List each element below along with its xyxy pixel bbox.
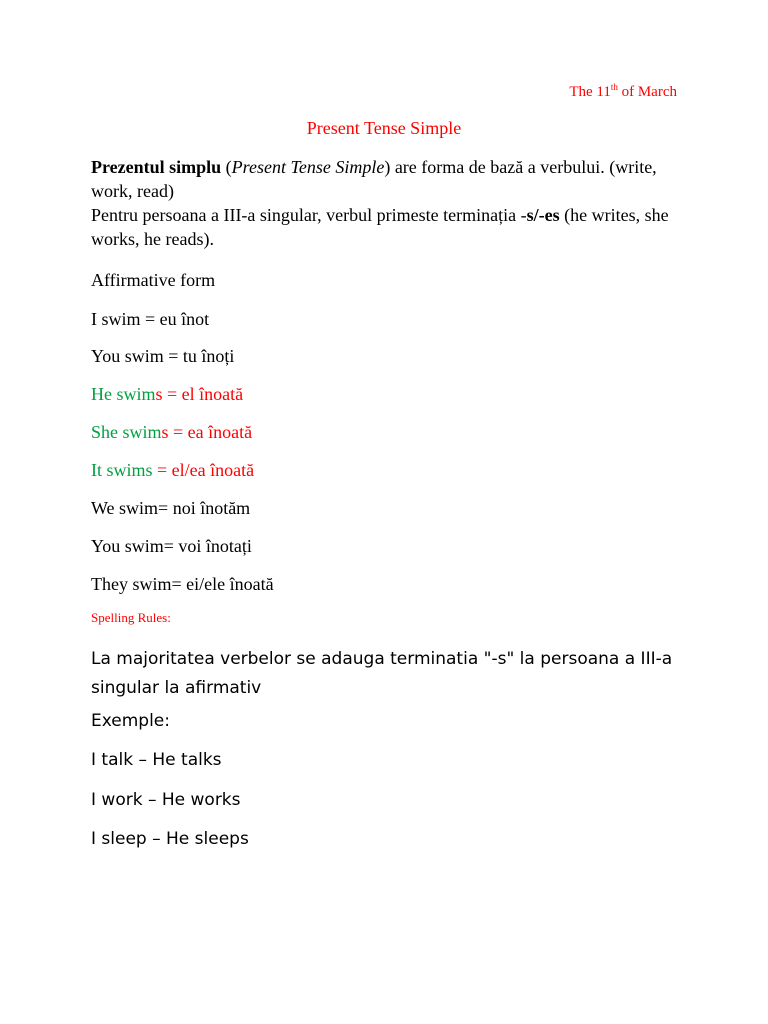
example-line: I work – He works (91, 790, 241, 810)
intro-rule (91, 203, 691, 251)
ending-s: s (526, 205, 534, 225)
conjugation-line-highlight (91, 384, 243, 405)
example-line: I sleep – He sleeps (91, 829, 249, 849)
conjugation-line: You swim= voi înotați (91, 536, 252, 556)
example-line: I talk – He talks (91, 750, 222, 770)
spelling-rule-paragraph: La majoritatea verbelor se adauga terminatia "-s" la persoana a III-a singular la afirmativ (91, 649, 673, 698)
conjugation-line: We swim= noi înotăm (91, 498, 251, 518)
affirmative-heading: Affirmative form (91, 270, 216, 290)
intro-paragraph (91, 155, 691, 251)
date-ordinal: th (610, 82, 618, 92)
page-title: Present Tense Simple (306, 118, 462, 138)
date-month: of March (617, 84, 677, 100)
conjugation-line: You swim = tu înoți (91, 346, 235, 366)
ending-highlight: s (155, 384, 163, 404)
romanian-translation: = ea înoată (168, 422, 253, 442)
romanian-translation: = el/ea înoată (152, 460, 255, 480)
ending-es: es (544, 205, 560, 225)
conjugation-line: They swim= ei/ele înoată (91, 574, 274, 594)
conjugation-line-highlight (91, 422, 252, 443)
spelling-rules-label: Spelling Rules: (91, 610, 171, 625)
english-verb: She swim (91, 422, 162, 442)
examples-heading: Exemple: (91, 711, 170, 731)
rule-prefix: Pentru persoana a III-a singular, verbul primeste terminația - (91, 205, 527, 225)
english-verb: It swims (91, 460, 153, 480)
rule-suffix: (he writes, she works, he reads). (91, 205, 669, 249)
intro-definition (91, 155, 691, 203)
term-bold: Prezentul simplu (91, 157, 222, 177)
definition-rest: ) are forma de bază a verbului. (write, work, read) (91, 157, 657, 201)
english-verb: He swim (91, 384, 156, 404)
date-line (569, 84, 677, 101)
ending-highlight: s (161, 422, 169, 442)
ending-slash: /- (533, 205, 545, 225)
paren-open: ( (221, 157, 232, 177)
romanian-translation: = el înoată (162, 384, 244, 404)
term-italic: Present Tense Simple (231, 157, 385, 177)
conjugation-line: I swim = eu înot (91, 309, 210, 329)
conjugation-line-highlight (91, 460, 254, 481)
date-day: The 11 (569, 84, 611, 100)
